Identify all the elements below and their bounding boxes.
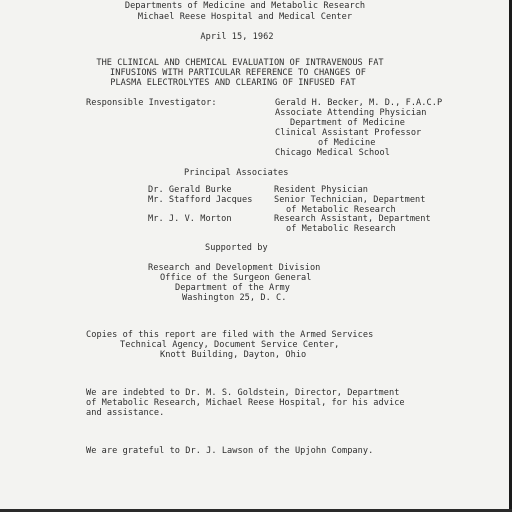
support-heading: Supported by (205, 243, 268, 253)
copies-line-2: Technical Agency, Document Service Center, (120, 340, 340, 350)
support-line-4: Washington 25, D. C. (182, 293, 287, 303)
support-line-2: Office of the Surgeon General (160, 273, 312, 283)
indebted-line-3: and assistance. (86, 408, 165, 418)
hospital-line: Michael Reese Hospital and Medical Center (137, 12, 353, 22)
grateful-line: We are grateful to Dr. J. Lawson of the Upjohn Company. (86, 446, 374, 456)
support-line-1: Research and Development Division (148, 263, 321, 273)
title-line-1: THE CLINICAL AND CHEMICAL EVALUATION OF INTRAVENOUS FAT (96, 58, 384, 68)
indebted-line-2: of Metabolic Research, Michael Reese Hospital, for his advice (86, 398, 405, 408)
copies-line-3: Knott Building, Dayton, Ohio (160, 350, 307, 360)
investigator-title-1: Associate Attending Physician (275, 108, 427, 118)
indebted-line-1: We are indebted to Dr. M. S. Goldstein, Director, Department (86, 388, 400, 398)
associate-role-2b: of Metabolic Research (286, 205, 396, 215)
report-date: April 15, 1962 (200, 32, 274, 42)
associate-name-3: Mr. J. V. Morton (148, 214, 232, 224)
investigator-title-4: of Medicine (318, 138, 376, 148)
associate-role-1: Resident Physician (274, 185, 369, 195)
associate-name-1: Dr. Gerald Burke (148, 185, 232, 195)
associate-role-2: Senior Technician, Department (274, 195, 426, 205)
principal-heading: Principal Associates (184, 168, 289, 178)
responsible-label: Responsible Investigator: (86, 98, 217, 108)
title-line-2: INFUSIONS WITH PARTICULAR REFERENCE TO CHANGES OF (110, 68, 366, 78)
support-line-3: Department of the Army (175, 283, 290, 293)
investigator-title-2: Department of Medicine (290, 118, 405, 128)
investigator-name: Gerald H. Becker, M. D., F.A.C.P (275, 98, 443, 108)
associate-role-3: Research Assistant, Department (274, 214, 431, 224)
associate-name-2: Mr. Stafford Jacques (148, 195, 253, 205)
copies-line-1: Copies of this report are filed with the Armed Services (86, 330, 374, 340)
title-line-3: PLASMA ELECTROLYTES AND CLEARING OF INFUSED FAT (110, 78, 356, 88)
department-line: Departments of Medicine and Metabolic Research (124, 1, 366, 11)
investigator-title-3: Clinical Assistant Professor (275, 128, 422, 138)
investigator-title-5: Chicago Medical School (275, 148, 390, 158)
associate-role-3b: of Metabolic Research (286, 224, 396, 234)
